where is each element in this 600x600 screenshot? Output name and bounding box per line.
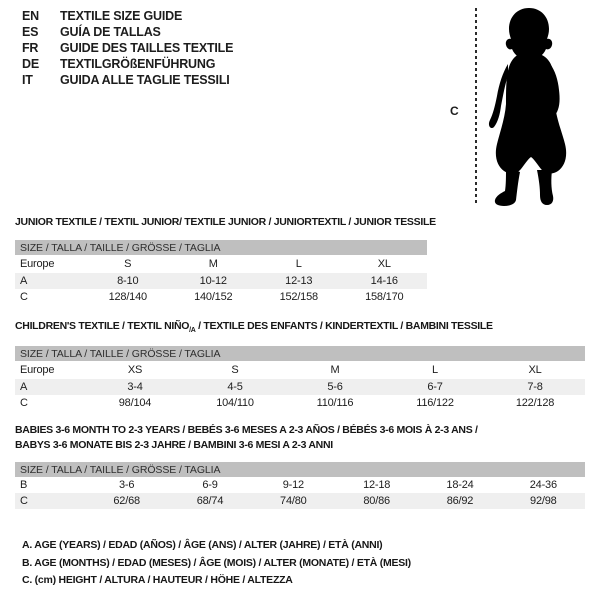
value-cell: 86/92 (418, 493, 501, 509)
language-code: ES (22, 25, 39, 39)
table-row (15, 361, 585, 379)
language-row-it (22, 72, 233, 88)
value-cell: 14-16 (342, 273, 428, 289)
size-cell: S (231, 364, 239, 376)
language-label: TEXTILE SIZE GUIDE (60, 9, 183, 23)
junior-size-table (15, 240, 427, 305)
note-age-years: A. AGE (YEARS) / EDAD (AÑOS) / ÂGE (ANS) / ALTER (JAHRE) / ETÀ (ANNI) (22, 539, 383, 551)
value-cell: 122/128 (515, 397, 555, 409)
value-cell: 6-7 (385, 379, 485, 395)
language-row-es (22, 24, 233, 40)
value-cell: 68/74 (168, 493, 251, 509)
value-cell: 4-5 (185, 379, 285, 395)
value-cell: 7-8 (485, 379, 585, 395)
value-cell: 98/104 (118, 397, 152, 409)
value-cell: 3-6 (119, 479, 135, 491)
size-cell: M (330, 364, 340, 376)
value-cell: 10-12 (171, 273, 257, 289)
children-size-table (15, 346, 585, 411)
value-cell: 3-4 (85, 379, 185, 395)
value-cell: 104/110 (216, 397, 254, 409)
table-row (15, 289, 427, 305)
height-dashed-line (475, 8, 477, 206)
table-row (15, 395, 585, 411)
children-table-title (15, 319, 493, 338)
children-title-sub: /A (189, 327, 196, 335)
value-cell: 8-10 (85, 273, 171, 289)
size-bar-label: SIZE / TALLA / TAILLE / GRÖSSE / TAGLIA (15, 240, 427, 255)
language-label: GUÍA DE TALLAS (60, 25, 161, 39)
size-bar-row (15, 462, 585, 477)
children-title-pre: CHILDREN'S TEXTILE / TEXTIL NIÑO (15, 320, 190, 332)
height-measure-label: C (450, 104, 459, 118)
size-cell: S (124, 258, 132, 270)
children-title-post: / TEXTILE DES ENFANTS / KINDERTEXTIL / BAMBINI TESSILE (195, 320, 493, 332)
size-bar-label: SIZE / TALLA / TAILLE / GRÖSSE / TAGLIA (15, 346, 585, 361)
value-cell: 116/122 (416, 397, 454, 409)
value-cell: 12-13 (256, 273, 342, 289)
value-cell: 24-36 (529, 479, 557, 491)
table-row (15, 493, 585, 509)
junior-table-title: JUNIOR TEXTILE / TEXTIL JUNIOR/ TEXTILE JUNIOR / JUNIORTEXTIL / JUNIOR TESSILE (15, 216, 436, 228)
language-label: TEXTILGRÖßENFÜHRUNG (60, 57, 216, 71)
size-bar-label: SIZE / TALLA / TAILLE / GRÖSSE / TAGLIA (15, 462, 585, 477)
note-height-cm: C. (cm) HEIGHT / ALTURA / HAUTEUR / HÖHE / ALTEZZA (22, 574, 293, 586)
language-label: GUIDA ALLE TAGLIE TESSILI (60, 73, 230, 87)
size-cell: L (432, 364, 438, 376)
size-bar-row (15, 346, 585, 361)
language-row-de (22, 56, 233, 72)
figure-area (440, 0, 600, 215)
language-code: DE (22, 57, 39, 71)
table-row (15, 477, 585, 493)
size-cell: XL (377, 258, 391, 270)
babies-table-title (15, 423, 478, 453)
table-row (15, 255, 427, 273)
note-age-months: B. AGE (MONTHS) / EDAD (MESES) / ÂGE (MOIS) / ALTER (MONATE) / ETÀ (MESI) (22, 556, 411, 569)
value-cell: 12-18 (363, 479, 391, 491)
table-row (15, 273, 427, 289)
language-code: EN (22, 9, 39, 23)
value-cell: 140/152 (194, 291, 233, 303)
row-label: C (20, 397, 28, 409)
language-list (22, 8, 233, 88)
row-label: C (15, 493, 85, 509)
language-row-en (22, 8, 233, 24)
language-code: IT (22, 73, 33, 87)
row-label: A (15, 379, 85, 395)
language-row-fr (22, 40, 233, 56)
value-cell: 80/86 (335, 493, 418, 509)
value-cell: 128/140 (108, 291, 147, 303)
language-code: FR (22, 41, 39, 55)
value-cell: 5-6 (285, 379, 385, 395)
size-cell: L (295, 258, 302, 270)
size-cell: M (208, 258, 218, 270)
row-label: A (15, 273, 85, 289)
size-cell: XS (127, 364, 143, 376)
value-cell: 18-24 (446, 479, 474, 491)
toddler-silhouette-icon (484, 2, 574, 212)
value-cell: 6-9 (202, 479, 218, 491)
row-label: Europe (20, 258, 55, 270)
babies-size-table (15, 462, 585, 509)
value-cell: 110/116 (316, 397, 354, 409)
value-cell: 9-12 (282, 479, 304, 491)
value-cell: 92/98 (502, 493, 585, 509)
row-label: C (20, 291, 28, 303)
value-cell: 74/80 (252, 493, 335, 509)
language-label: GUIDE DES TAILLES TEXTILE (60, 41, 234, 55)
size-bar-row (15, 240, 427, 255)
legend-notes (22, 537, 411, 590)
value-cell: 152/158 (279, 291, 318, 303)
babies-title-line1: BABIES 3-6 MONTH TO 2-3 YEARS / BEBÉS 3-6 MESES A 2-3 AÑOS / BÉBÉS 3-6 MOIS À 2-3 ANS / (15, 424, 478, 436)
row-label: Europe (20, 364, 55, 376)
row-label: B (20, 479, 28, 491)
table-row (15, 379, 585, 395)
babies-title-line2: BABYS 3-6 MONATE BIS 2-3 JAHRE / BAMBINI 3-6 MESI A 2-3 ANNI (15, 439, 333, 451)
value-cell: 62/68 (85, 493, 168, 509)
size-cell: XL (528, 364, 542, 376)
value-cell: 158/170 (365, 291, 404, 303)
